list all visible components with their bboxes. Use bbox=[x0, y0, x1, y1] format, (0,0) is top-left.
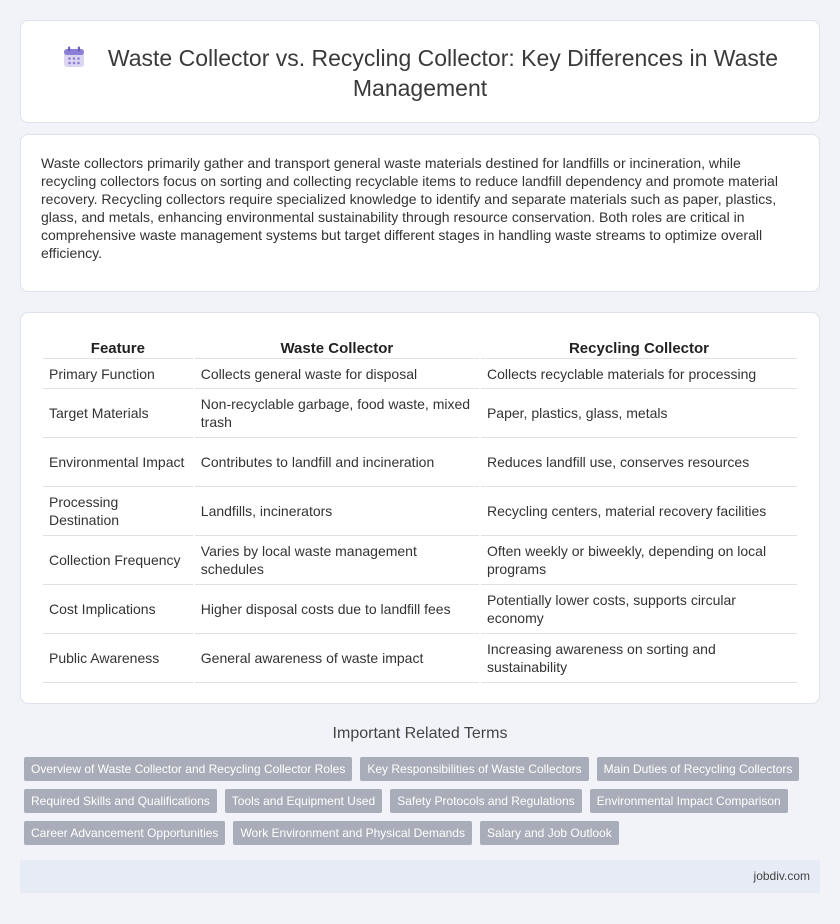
intro-paragraph: Waste collectors primarily gather and transport general waste materials destined for landfills or incineration, while recycling collectors focus on sorting and collecting recyclable items to reduce landfill dependency and promote material recovery. Recycling collectors require specialized knowledge to identify and separate materials such as paper, plastics, glass, and metals, enhancing environmental sustainability through resource conservation. Both roles are critical in comprehensive waste management systems but target different stages in handling waste streams to optimize overall efficiency. bbox=[41, 155, 778, 261]
tag-row bbox=[24, 757, 824, 781]
related-tag[interactable]: Key Responsibilities of Waste Collectors bbox=[360, 757, 588, 781]
cell-recycling: Increasing awareness on sorting and sustainability bbox=[481, 634, 797, 683]
cell-waste: Varies by local waste management schedules bbox=[195, 536, 479, 585]
cell-waste: Landfills, incinerators bbox=[195, 487, 479, 536]
cell-recycling: Reduces landfill use, conserves resources bbox=[481, 438, 797, 487]
table-row bbox=[43, 359, 797, 389]
related-tag[interactable]: Overview of Waste Collector and Recycling Collector Roles bbox=[24, 757, 352, 781]
page-title: Waste Collector vs. Recycling Collector: Key Differences in Waste Management bbox=[107, 45, 779, 101]
tag-row bbox=[24, 821, 824, 845]
footer-site[interactable]: jobdiv.com bbox=[753, 869, 810, 883]
cell-waste: Contributes to landfill and incineration bbox=[195, 438, 479, 487]
related-terms-tags bbox=[24, 757, 824, 853]
cell-feature: Target Materials bbox=[43, 389, 193, 438]
related-terms-title: Important Related Terms bbox=[332, 725, 508, 742]
footer bbox=[20, 860, 820, 893]
related-tag[interactable]: Work Environment and Physical Demands bbox=[233, 821, 472, 845]
header-recycling-collector: Recycling Collector bbox=[481, 333, 797, 359]
tag-row bbox=[24, 789, 824, 813]
cell-feature: Collection Frequency bbox=[43, 536, 193, 585]
cell-recycling: Recycling centers, material recovery facilities bbox=[481, 487, 797, 536]
cell-recycling: Potentially lower costs, supports circular economy bbox=[481, 585, 797, 634]
comparison-table bbox=[41, 333, 799, 683]
cell-recycling: Often weekly or biweekly, depending on local programs bbox=[481, 536, 797, 585]
cell-waste: General awareness of waste impact bbox=[195, 634, 479, 683]
related-tag[interactable]: Safety Protocols and Regulations bbox=[390, 789, 581, 813]
related-tag[interactable]: Tools and Equipment Used bbox=[225, 789, 382, 813]
table-row bbox=[43, 585, 797, 634]
table-header-row bbox=[43, 333, 797, 359]
cell-feature: Public Awareness bbox=[43, 634, 193, 683]
cell-recycling: Paper, plastics, glass, metals bbox=[481, 389, 797, 438]
comparison-table-card bbox=[20, 312, 820, 704]
header-feature: Feature bbox=[43, 333, 193, 359]
cell-waste: Non-recyclable garbage, food waste, mixed trash bbox=[195, 389, 479, 438]
cell-waste: Higher disposal costs due to landfill fees bbox=[195, 585, 479, 634]
related-tag[interactable]: Main Duties of Recycling Collectors bbox=[597, 757, 800, 781]
table-row bbox=[43, 536, 797, 585]
table-row bbox=[43, 634, 797, 683]
calendar-icon bbox=[62, 45, 86, 69]
page-title-wrap bbox=[21, 43, 819, 103]
cell-feature: Cost Implications bbox=[43, 585, 193, 634]
cell-waste: Collects general waste for disposal bbox=[195, 359, 479, 389]
header-waste-collector: Waste Collector bbox=[195, 333, 479, 359]
intro-card bbox=[20, 134, 820, 292]
cell-recycling: Collects recyclable materials for processing bbox=[481, 359, 797, 389]
related-tag[interactable]: Required Skills and Qualifications bbox=[24, 789, 217, 813]
table-row bbox=[43, 438, 797, 487]
table-row bbox=[43, 389, 797, 438]
title-card bbox=[20, 20, 820, 123]
cell-feature: Primary Function bbox=[43, 359, 193, 389]
related-tag[interactable]: Environmental Impact Comparison bbox=[590, 789, 788, 813]
table-row bbox=[43, 487, 797, 536]
related-tag[interactable]: Salary and Job Outlook bbox=[480, 821, 619, 845]
related-tag[interactable]: Career Advancement Opportunities bbox=[24, 821, 225, 845]
cell-feature: Environmental Impact bbox=[43, 438, 193, 487]
cell-feature: Processing Destination bbox=[43, 487, 193, 536]
